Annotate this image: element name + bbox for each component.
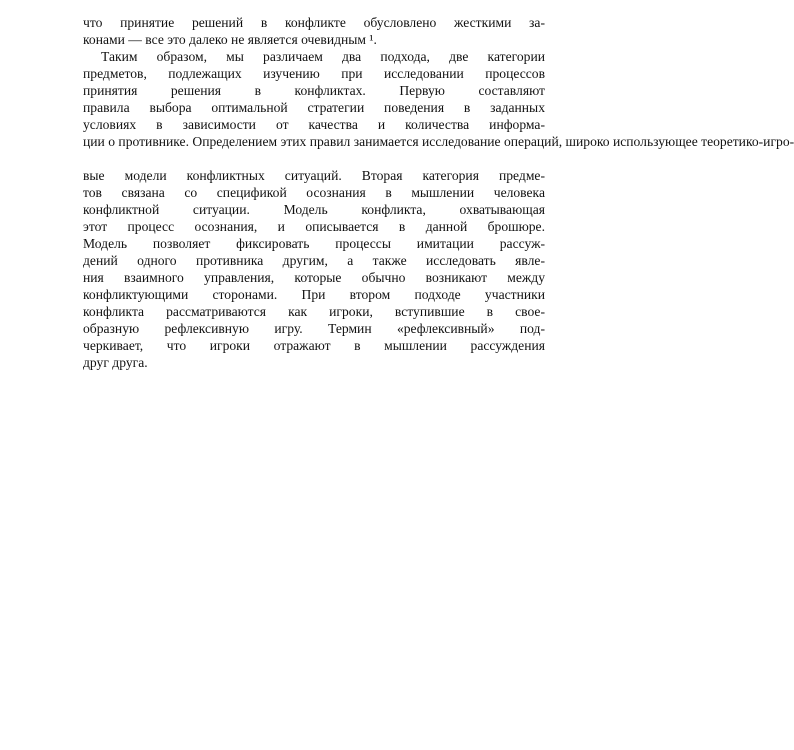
text-line: черкивает, что игроки отражают в мышлении рассуждения — [83, 338, 545, 353]
text-line: принятия решения в конфликтах. Первую составляют — [83, 83, 545, 98]
text-line: конфликтующими сторонами. При втором подходе участники — [83, 287, 545, 302]
text-line: ния взаимного управления, которые обычно возникают между — [83, 270, 545, 285]
text-line: тов связана со спецификой осознания в мышлении человека — [83, 185, 545, 200]
text-line: Таким образом, мы различаем два подхода, две категории — [101, 49, 545, 64]
text-line: правила выбора оптимальной стратегии поведения в заданных — [83, 100, 545, 115]
text-line: предметов, подлежащих изучению при исследовании процессов — [83, 66, 545, 81]
text-line: конфликтной ситуации. Модель конфликта, охватывающая — [83, 202, 545, 217]
text-line: что принятие решений в конфликте обусловлено жесткими за- — [83, 15, 545, 30]
text-line: дений одного противника другим, а также исследовать явле- — [83, 253, 545, 268]
text-line: конфликта рассматриваются как игроки, вступившие в свое- — [83, 304, 545, 319]
text-line: этот процесс осознания, и описывается в данной брошюре. — [83, 219, 545, 234]
text-line: вые модели конфликтных ситуаций. Вторая категория предме- — [83, 168, 545, 183]
text-line: друг друга. — [83, 355, 148, 370]
text-line: ции о противнике. Определением этих правил занимается исследование операций, широко использующее теоретико-игро- — [83, 134, 794, 149]
text-line: образную рефлексивную игру. Термин «рефлексивный» под- — [83, 321, 545, 336]
text-line: Модель позволяет фиксировать процессы имитации рассуж- — [83, 236, 545, 251]
text-line: условиях в зависимости от качества и количества информа- — [83, 117, 545, 132]
text-line: конами — все это далеко не является очевидным ¹. — [83, 32, 377, 47]
